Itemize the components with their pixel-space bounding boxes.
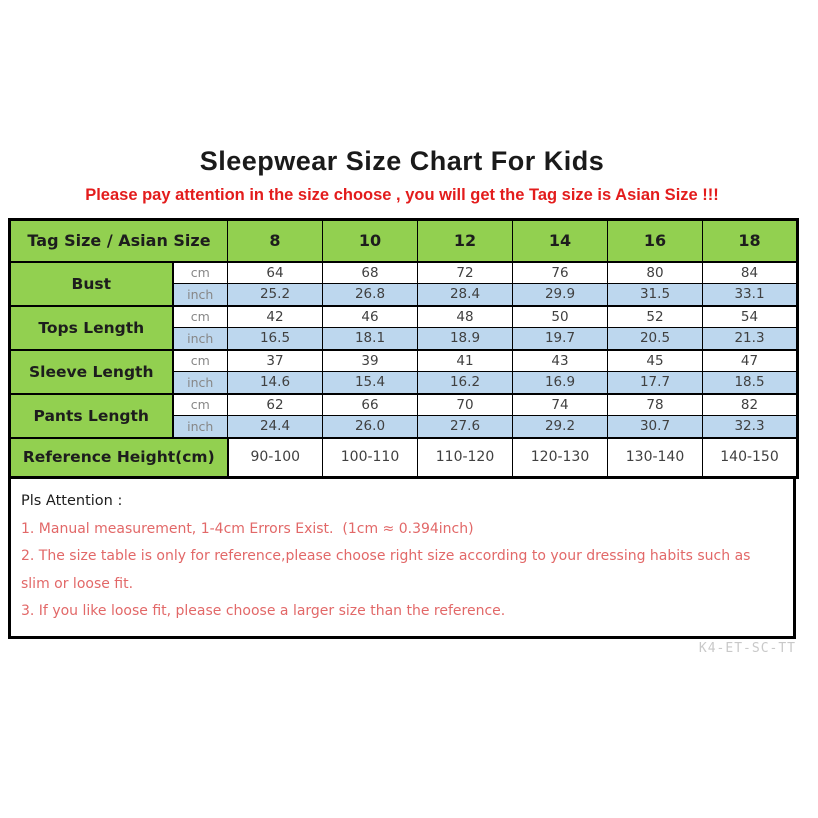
bust-inch-value: 28.4	[418, 284, 513, 306]
tops-length-cm-row	[10, 306, 798, 328]
pants-inch-value: 29.2	[513, 416, 608, 438]
unit-cell-cm: cm	[173, 306, 228, 328]
pants-inch-value: 30.7	[608, 416, 703, 438]
tops-inch-value: 18.1	[323, 328, 418, 350]
bust-inch-value: 25.2	[228, 284, 323, 306]
tops-cm-value: 46	[323, 306, 418, 328]
pants-inch-value: 32.3	[703, 416, 798, 438]
pants-inch-value: 24.4	[228, 416, 323, 438]
pants-inch-value: 27.6	[418, 416, 513, 438]
pants-cm-value: 78	[608, 394, 703, 416]
size-header-12: 12	[418, 220, 513, 262]
bust-cm-value: 64	[228, 262, 323, 284]
pants-cm-value: 62	[228, 394, 323, 416]
reference-height-value: 110-120	[418, 438, 513, 478]
pants-cm-value: 70	[418, 394, 513, 416]
sleeve-inch-value: 15.4	[323, 372, 418, 394]
bust-cm-value: 80	[608, 262, 703, 284]
pants-length-cm-row	[10, 394, 798, 416]
unit-cell-cm: cm	[173, 350, 228, 372]
size-header-8: 8	[228, 220, 323, 262]
note-item-1: 1. Manual measurement, 1-4cm Errors Exist. (1cm ≈ 0.394inch)	[21, 520, 474, 537]
attention-subtitle: Please pay attention in the size choose , you will get the Tag size is Asian Size !!!	[85, 186, 719, 204]
bust-inch-value: 29.9	[513, 284, 608, 306]
tops-inch-value: 16.5	[228, 328, 323, 350]
bust-inch-value: 31.5	[608, 284, 703, 306]
size-header-10: 10	[323, 220, 418, 262]
bust-cm-row	[10, 262, 798, 284]
reference-height-value: 140-150	[703, 438, 798, 478]
pants-inch-value: 26.0	[323, 416, 418, 438]
sleeve-inch-value: 17.7	[608, 372, 703, 394]
sleeve-cm-value: 43	[513, 350, 608, 372]
pants-cm-value: 74	[513, 394, 608, 416]
sleeve-inch-value: 16.9	[513, 372, 608, 394]
tops-inch-value: 19.7	[513, 328, 608, 350]
size-header-18: 18	[703, 220, 798, 262]
size-chart-table	[8, 218, 799, 479]
bust-cm-value: 68	[323, 262, 418, 284]
attention-notes-box	[8, 479, 796, 639]
table-header-row	[10, 220, 798, 262]
sleeve-cm-value: 45	[608, 350, 703, 372]
size-header-14: 14	[513, 220, 608, 262]
sleeve-cm-value: 41	[418, 350, 513, 372]
sleeve-cm-value: 39	[323, 350, 418, 372]
row-label-tops-length: Tops Length	[10, 306, 173, 350]
page-title: Sleepwear Size Chart For Kids	[199, 146, 605, 176]
tops-cm-value: 48	[418, 306, 513, 328]
unit-cell-cm: cm	[173, 394, 228, 416]
size-header-16: 16	[608, 220, 703, 262]
unit-cell-inch: inch	[173, 372, 228, 394]
bust-inch-value: 33.1	[703, 284, 798, 306]
unit-cell-inch: inch	[173, 284, 228, 306]
sleeve-inch-value: 14.6	[228, 372, 323, 394]
sleeve-length-cm-row	[10, 350, 798, 372]
row-label-pants-length: Pants Length	[10, 394, 173, 438]
tops-inch-value: 20.5	[608, 328, 703, 350]
sleeve-cm-value: 37	[228, 350, 323, 372]
row-label-sleeve-length: Sleeve Length	[10, 350, 173, 394]
bust-cm-value: 76	[513, 262, 608, 284]
row-label-bust: Bust	[10, 262, 173, 306]
reference-height-value: 90-100	[228, 438, 323, 478]
reference-height-row	[10, 438, 798, 478]
bust-cm-value: 72	[418, 262, 513, 284]
tops-inch-value: 18.9	[418, 328, 513, 350]
reference-height-value: 120-130	[513, 438, 608, 478]
row-label-reference-height: Reference Height(cm)	[10, 438, 228, 478]
sleeve-cm-value: 47	[703, 350, 798, 372]
tops-cm-value: 54	[703, 306, 798, 328]
unit-cell-inch: inch	[173, 416, 228, 438]
pants-cm-value: 82	[703, 394, 798, 416]
unit-cell-inch: inch	[173, 328, 228, 350]
note-item-3: 3. If you like loose fit, please choose a larger size than the reference.	[21, 603, 506, 619]
bust-cm-value: 84	[703, 262, 798, 284]
note-item-2: 2. The size table is only for reference,please choose right size according to your dressing habits such as slim or loose fit.	[21, 548, 755, 592]
pants-cm-value: 66	[323, 394, 418, 416]
tops-cm-value: 52	[608, 306, 703, 328]
reference-height-value: 100-110	[323, 438, 418, 478]
sleeve-inch-value: 18.5	[703, 372, 798, 394]
size-chart-page	[8, 0, 796, 656]
bust-inch-value: 26.8	[323, 284, 418, 306]
reference-height-value: 130-140	[608, 438, 703, 478]
tops-cm-value: 42	[228, 306, 323, 328]
notes-heading: Pls Attention :	[21, 493, 123, 509]
unit-cell-cm: cm	[173, 262, 228, 284]
sleeve-inch-value: 16.2	[418, 372, 513, 394]
tops-inch-value: 21.3	[703, 328, 798, 350]
watermark-code: K4-ET-SC-TT	[698, 640, 796, 656]
header-label-cell: Tag Size / Asian Size	[10, 220, 228, 262]
tops-cm-value: 50	[513, 306, 608, 328]
